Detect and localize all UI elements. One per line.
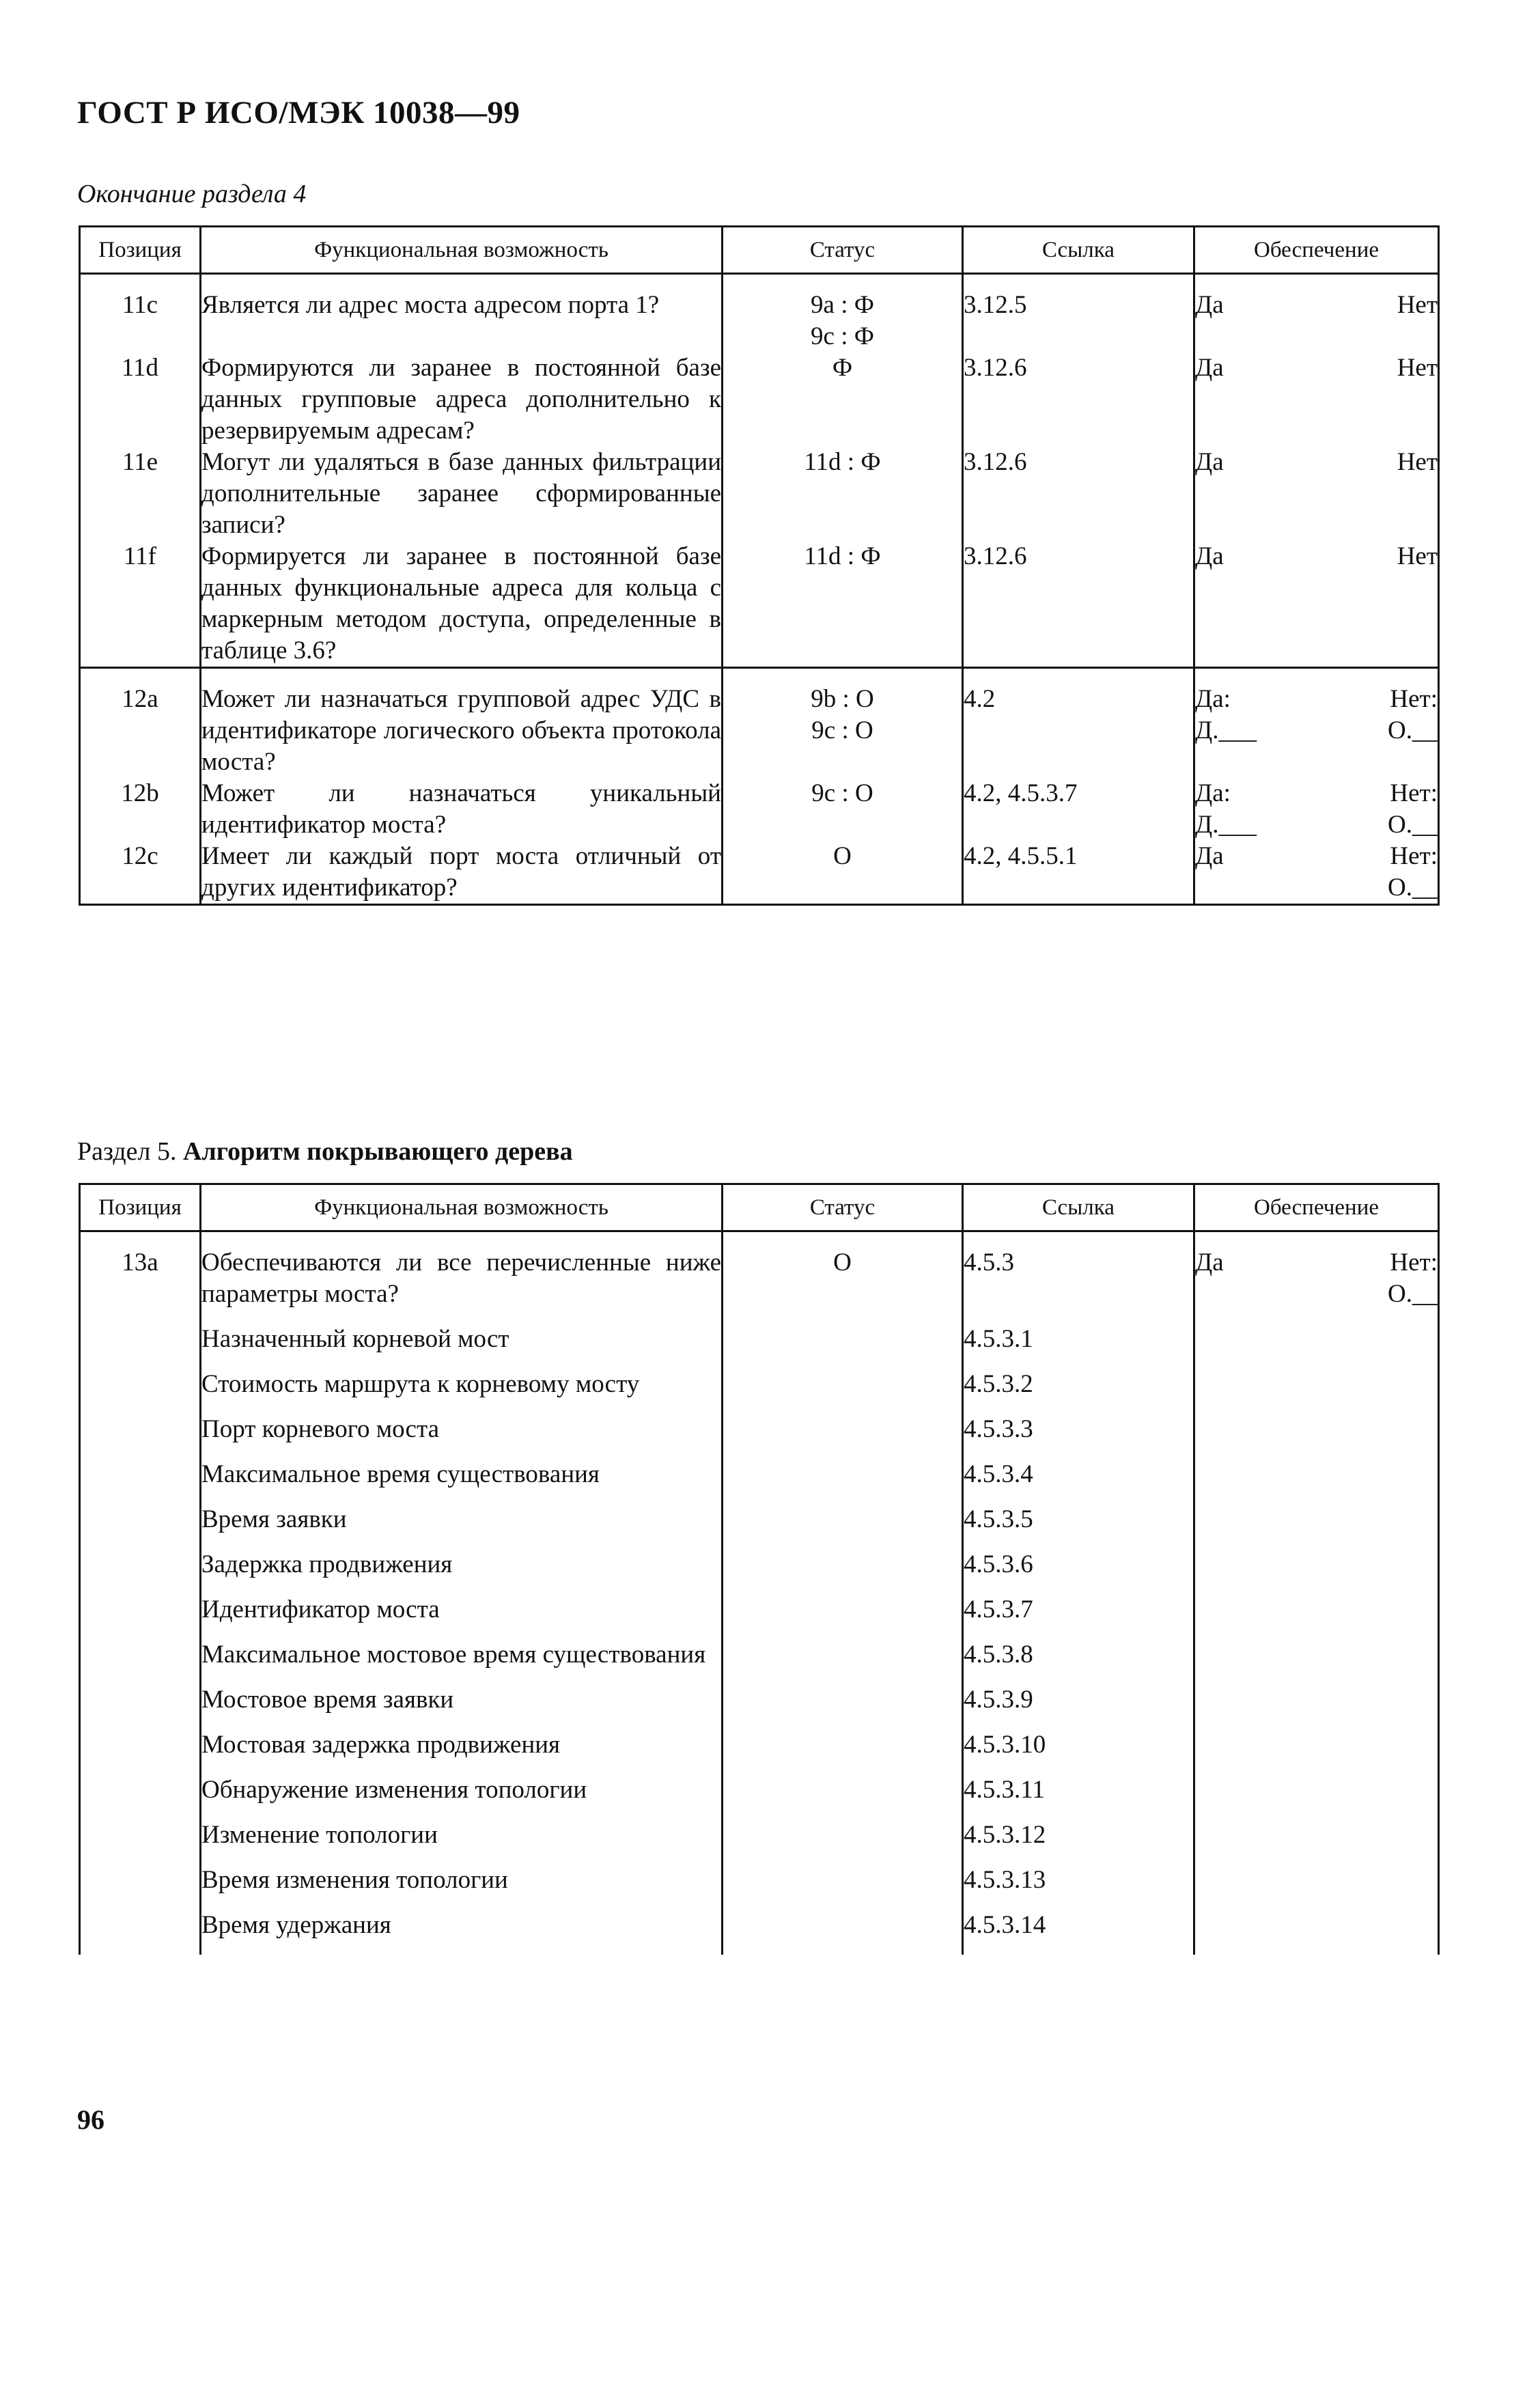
feature-text: Изменение топологии — [201, 1821, 438, 1849]
feature-cell — [201, 1459, 723, 1504]
reference-cell — [963, 1729, 1194, 1774]
table-row — [80, 352, 1439, 447]
feature-text: Порт корневого моста — [201, 1415, 439, 1443]
reference-value: 4.5.3.12 — [964, 1821, 1046, 1849]
feature-cell — [201, 541, 723, 668]
status-cell — [723, 1594, 963, 1639]
support-line — [1195, 352, 1438, 384]
position-label: 13a — [122, 1249, 158, 1277]
feature-text: Назначенный корневой мост — [201, 1325, 509, 1353]
feature-text: Имеет ли каждый порт моста отличный от других идентификатор? — [201, 842, 721, 902]
support-line — [1195, 447, 1438, 478]
reference-cell — [963, 1369, 1194, 1414]
support-yes: Да — [1195, 448, 1224, 476]
section5-heading — [77, 1136, 573, 1167]
status-cell — [723, 1324, 963, 1369]
reference-value: 4.5.3.11 — [964, 1776, 1045, 1804]
table-row — [80, 541, 1439, 668]
position-cell — [80, 1819, 201, 1865]
section5-heading-title: Алгоритм покрывающего дерева — [183, 1137, 573, 1166]
status-cell — [723, 1639, 963, 1684]
support-no: О.__ — [1388, 811, 1438, 839]
status-cell — [723, 841, 963, 905]
status-cell — [723, 1774, 963, 1819]
support-yes: Да: — [1195, 685, 1231, 713]
support-yes: Да — [1195, 1249, 1224, 1277]
reference-cell — [963, 1684, 1194, 1729]
reference-cell — [963, 1549, 1194, 1594]
feature-cell — [201, 1247, 723, 1324]
feature-text: Могут ли удаляться в базе данных фильтрации дополнительные заранее сформированные записи? — [201, 448, 721, 539]
reference-value: 4.5.3.4 — [964, 1460, 1033, 1488]
col-header-position: Позиция — [80, 227, 201, 274]
feature-cell — [201, 1639, 723, 1684]
col-header-status: Статус — [723, 1184, 963, 1231]
table-row — [80, 778, 1439, 841]
feature-text: Идентификатор моста — [201, 1595, 440, 1623]
col-header-support: Обеспечение — [1194, 1184, 1439, 1231]
reference-value: 4.2, 4.5.5.1 — [964, 842, 1078, 870]
status-value: O — [833, 1249, 852, 1277]
table-row — [80, 1684, 1439, 1729]
reference-value: 4.5.3 — [964, 1249, 1014, 1277]
section5-table — [79, 1183, 1440, 1955]
feature-text: Максимальное мостовое время существования — [201, 1641, 706, 1669]
support-cell — [1194, 1684, 1439, 1729]
position-label: 11c — [122, 291, 158, 319]
support-yes: Д.___ — [1195, 811, 1257, 839]
status-cell — [723, 1819, 963, 1865]
position-cell — [80, 1684, 201, 1729]
support-cell — [1194, 352, 1439, 447]
support-cell — [1194, 1594, 1439, 1639]
support-cell — [1194, 778, 1439, 841]
status-cell — [723, 1910, 963, 1955]
feature-cell — [201, 447, 723, 541]
position-cell — [80, 1504, 201, 1549]
status-cell — [723, 447, 963, 541]
support-line — [1195, 841, 1438, 872]
support-cell — [1194, 1910, 1439, 1955]
feature-text: Время удержания — [201, 1911, 391, 1939]
col-header-status: Статус — [723, 227, 963, 274]
spacer-cell — [80, 1231, 201, 1248]
spacer-cell — [723, 1231, 963, 1248]
table-row — [80, 290, 1439, 352]
support-no: Нет: — [1390, 842, 1438, 870]
reference-cell — [963, 1865, 1194, 1910]
support-cell — [1194, 1247, 1439, 1324]
reference-cell — [963, 447, 1194, 541]
reference-cell — [963, 841, 1194, 905]
reference-value: 3.12.6 — [964, 354, 1027, 382]
feature-cell — [201, 841, 723, 905]
reference-value: 3.12.6 — [964, 448, 1027, 476]
feature-text: Обеспечиваются ли все перечисленные ниже параметры моста? — [201, 1249, 721, 1308]
spacer-cell — [201, 668, 723, 684]
support-no: Нет — [1397, 542, 1438, 570]
position-label: 12b — [121, 779, 159, 807]
reference-cell — [963, 1324, 1194, 1369]
support-no: Нет: — [1390, 1249, 1438, 1277]
position-cell — [80, 541, 201, 668]
reference-value: 4.5.3.14 — [964, 1911, 1046, 1939]
table-row — [80, 1504, 1439, 1549]
status-cell — [723, 1684, 963, 1729]
feature-cell — [201, 1369, 723, 1414]
support-cell — [1194, 1639, 1439, 1684]
status-value: 9c : O — [811, 779, 873, 807]
col-header-reference: Ссылка — [963, 1184, 1194, 1231]
feature-cell — [201, 352, 723, 447]
support-cell — [1194, 1414, 1439, 1459]
support-cell — [1194, 541, 1439, 668]
status-cell — [723, 290, 963, 352]
status-cell — [723, 352, 963, 447]
feature-cell — [201, 1324, 723, 1369]
table-row — [80, 684, 1439, 778]
support-yes: Да — [1195, 291, 1224, 319]
status-cell — [723, 1247, 963, 1324]
col-header-feature: Функциональная возможность — [201, 227, 723, 274]
position-cell — [80, 1459, 201, 1504]
reference-value: 4.5.3.2 — [964, 1370, 1033, 1398]
position-cell — [80, 447, 201, 541]
position-cell — [80, 1324, 201, 1369]
feature-text: Обнаружение изменения топологии — [201, 1776, 587, 1804]
spacer-cell — [201, 1231, 723, 1248]
feature-cell — [201, 1774, 723, 1819]
reference-value: 4.5.3.8 — [964, 1641, 1033, 1669]
spacer-cell — [723, 668, 963, 684]
spacer-cell — [963, 1231, 1194, 1248]
support-no: О.__ — [1388, 716, 1438, 744]
reference-value: 4.5.3.10 — [964, 1731, 1046, 1759]
position-cell — [80, 1774, 201, 1819]
feature-text: Является ли адрес моста адресом порта 1? — [201, 291, 660, 319]
support-no: О.__ — [1388, 1280, 1438, 1308]
feature-text: Формируется ли заранее в постоянной базе данных функциональные адреса для кольца с маркерным методом доступа, определенные в таблице 3.6? — [201, 542, 721, 665]
status-value: 9b : O — [811, 685, 874, 713]
support-cell — [1194, 1459, 1439, 1504]
support-no: Нет — [1397, 291, 1438, 319]
reference-value: 3.12.6 — [964, 542, 1027, 570]
feature-cell — [201, 1865, 723, 1910]
spacer-cell — [80, 274, 201, 290]
reference-cell — [963, 1639, 1194, 1684]
status-cell — [723, 1504, 963, 1549]
support-no: Нет: — [1390, 685, 1438, 713]
support-no: О.__ — [1388, 874, 1438, 902]
table-row — [80, 1549, 1439, 1594]
position-cell — [80, 1247, 201, 1324]
reference-cell — [963, 1819, 1194, 1865]
reference-cell — [963, 541, 1194, 668]
status-value: 11d : Ф — [804, 448, 881, 476]
section4-table — [79, 225, 1440, 906]
continuation-note: Окончание раздела 4 — [77, 180, 307, 208]
position-cell — [80, 1910, 201, 1955]
position-cell — [80, 1865, 201, 1910]
spacer-cell — [723, 274, 963, 290]
reference-value: 4.5.3.9 — [964, 1686, 1033, 1714]
status-cell — [723, 778, 963, 841]
table-row — [80, 1910, 1439, 1955]
reference-value: 4.5.3.5 — [964, 1505, 1033, 1533]
reference-cell — [963, 1247, 1194, 1324]
reference-cell — [963, 1774, 1194, 1819]
reference-value: 4.5.3.7 — [964, 1595, 1033, 1623]
status-cell — [723, 1549, 963, 1594]
support-yes: Да — [1195, 542, 1224, 570]
reference-cell — [963, 1459, 1194, 1504]
position-cell — [80, 778, 201, 841]
col-header-support: Обеспечение — [1194, 227, 1439, 274]
feature-text: Время изменения топологии — [201, 1866, 508, 1894]
spacer-cell — [963, 274, 1194, 290]
status-value: 9c : O — [811, 716, 873, 744]
table-row — [80, 1369, 1439, 1414]
table-row — [80, 1774, 1439, 1819]
support-yes: Да — [1195, 354, 1224, 382]
reference-value: 4.5.3.6 — [964, 1550, 1033, 1578]
support-line — [1195, 1279, 1438, 1310]
feature-text: Максимальное время существования — [201, 1460, 600, 1488]
status-cell — [723, 541, 963, 668]
reference-cell — [963, 1504, 1194, 1549]
feature-text: Может ли назначаться уникальный идентификатор моста? — [201, 779, 721, 839]
position-cell — [80, 1639, 201, 1684]
position-label: 11f — [124, 542, 156, 570]
spacer-cell — [1194, 274, 1439, 290]
section5-heading-prefix: Раздел 5. — [77, 1137, 177, 1166]
col-header-feature: Функциональная возможность — [201, 1184, 723, 1231]
support-line — [1195, 684, 1438, 715]
support-no: Нет — [1397, 448, 1438, 476]
support-line — [1195, 541, 1438, 572]
document-title: ГОСТ Р ИСО/МЭК 10038—99 — [77, 95, 520, 130]
feature-text: Стоимость маршрута к корневому мосту — [201, 1370, 640, 1398]
status-cell — [723, 1865, 963, 1910]
table-row — [80, 447, 1439, 541]
support-line — [1195, 715, 1438, 747]
spacer-cell — [1194, 668, 1439, 684]
support-line — [1195, 290, 1438, 321]
spacer-cell — [201, 274, 723, 290]
feature-text: Время заявки — [201, 1505, 347, 1533]
table-row — [80, 1865, 1439, 1910]
spacer-cell — [963, 668, 1194, 684]
table-row — [80, 1247, 1439, 1324]
reference-cell — [963, 684, 1194, 778]
reference-value: 3.12.5 — [964, 291, 1027, 319]
support-yes: Да: — [1195, 779, 1231, 807]
status-cell — [723, 684, 963, 778]
support-cell — [1194, 1774, 1439, 1819]
position-cell — [80, 1369, 201, 1414]
table-header-row — [80, 227, 1439, 274]
feature-cell — [201, 1504, 723, 1549]
position-label: 11d — [121, 354, 159, 382]
support-cell — [1194, 1369, 1439, 1414]
feature-text: Мостовая задержка продвижения — [201, 1731, 561, 1759]
group-spacer — [80, 274, 1439, 290]
table-row — [80, 1414, 1439, 1459]
reference-value: 4.2, 4.5.3.7 — [964, 779, 1078, 807]
support-line — [1195, 1247, 1438, 1279]
feature-cell — [201, 778, 723, 841]
support-cell — [1194, 1324, 1439, 1369]
status-cell — [723, 1729, 963, 1774]
position-label: 12c — [122, 842, 158, 870]
group-spacer — [80, 1231, 1439, 1248]
support-cell — [1194, 447, 1439, 541]
reference-value: 4.5.3.3 — [964, 1415, 1033, 1443]
reference-cell — [963, 1414, 1194, 1459]
reference-cell — [963, 1910, 1194, 1955]
support-cell — [1194, 290, 1439, 352]
position-cell — [80, 684, 201, 778]
table-row — [80, 1324, 1439, 1369]
support-cell — [1194, 1504, 1439, 1549]
reference-value: 4.2 — [964, 685, 996, 713]
feature-cell — [201, 1549, 723, 1594]
feature-cell — [201, 1594, 723, 1639]
feature-cell — [201, 1684, 723, 1729]
position-cell — [80, 841, 201, 905]
feature-text: Может ли назначаться групповой адрес УДС в идентификаторе логического объекта протокола моста? — [201, 685, 721, 776]
group-spacer — [80, 668, 1439, 684]
spacer-cell — [1194, 1231, 1439, 1248]
table-row — [80, 1729, 1439, 1774]
table-row — [80, 841, 1439, 905]
position-cell — [80, 1594, 201, 1639]
support-line — [1195, 809, 1438, 841]
feature-cell — [201, 1414, 723, 1459]
status-cell — [723, 1459, 963, 1504]
col-header-position: Позиция — [80, 1184, 201, 1231]
table-row — [80, 1459, 1439, 1504]
reference-cell — [963, 1594, 1194, 1639]
position-cell — [80, 290, 201, 352]
table-header-row — [80, 1184, 1439, 1231]
support-cell — [1194, 1865, 1439, 1910]
support-yes: Да — [1195, 842, 1224, 870]
position-label: 11e — [122, 448, 158, 476]
position-cell — [80, 1414, 201, 1459]
support-cell — [1194, 841, 1439, 905]
status-value: 9c : Ф — [811, 322, 874, 350]
reference-cell — [963, 290, 1194, 352]
col-header-reference: Ссылка — [963, 227, 1194, 274]
support-no: Нет: — [1390, 779, 1438, 807]
feature-text: Формируются ли заранее в постоянной базе данных групповые адреса дополнительно к резервируемым адресам? — [201, 354, 721, 445]
status-value: O — [833, 842, 852, 870]
feature-text: Задержка продвижения — [201, 1550, 453, 1578]
status-cell — [723, 1414, 963, 1459]
feature-cell — [201, 1910, 723, 1955]
position-label: 12a — [122, 685, 158, 713]
status-cell — [723, 1369, 963, 1414]
status-value: 11d : Ф — [804, 542, 881, 570]
reference-value: 4.5.3.13 — [964, 1866, 1046, 1894]
support-cell — [1194, 684, 1439, 778]
page-number: 96 — [77, 2104, 104, 2135]
reference-cell — [963, 778, 1194, 841]
position-cell — [80, 1729, 201, 1774]
feature-cell — [201, 1729, 723, 1774]
support-no: Нет — [1397, 354, 1438, 382]
support-yes: Д.___ — [1195, 716, 1257, 744]
reference-cell — [963, 352, 1194, 447]
table-row — [80, 1594, 1439, 1639]
status-value: Ф — [832, 354, 853, 382]
feature-cell — [201, 1819, 723, 1865]
support-cell — [1194, 1729, 1439, 1774]
status-value: 9a : Ф — [811, 291, 874, 319]
support-cell — [1194, 1549, 1439, 1594]
reference-value: 4.5.3.1 — [964, 1325, 1033, 1353]
support-line — [1195, 778, 1438, 809]
position-cell — [80, 1549, 201, 1594]
feature-text: Мостовое время заявки — [201, 1686, 454, 1714]
table-row — [80, 1819, 1439, 1865]
support-line — [1195, 872, 1438, 904]
feature-cell — [201, 684, 723, 778]
support-cell — [1194, 1819, 1439, 1865]
table-row — [80, 1639, 1439, 1684]
position-cell — [80, 352, 201, 447]
spacer-cell — [80, 668, 201, 684]
feature-cell — [201, 290, 723, 352]
